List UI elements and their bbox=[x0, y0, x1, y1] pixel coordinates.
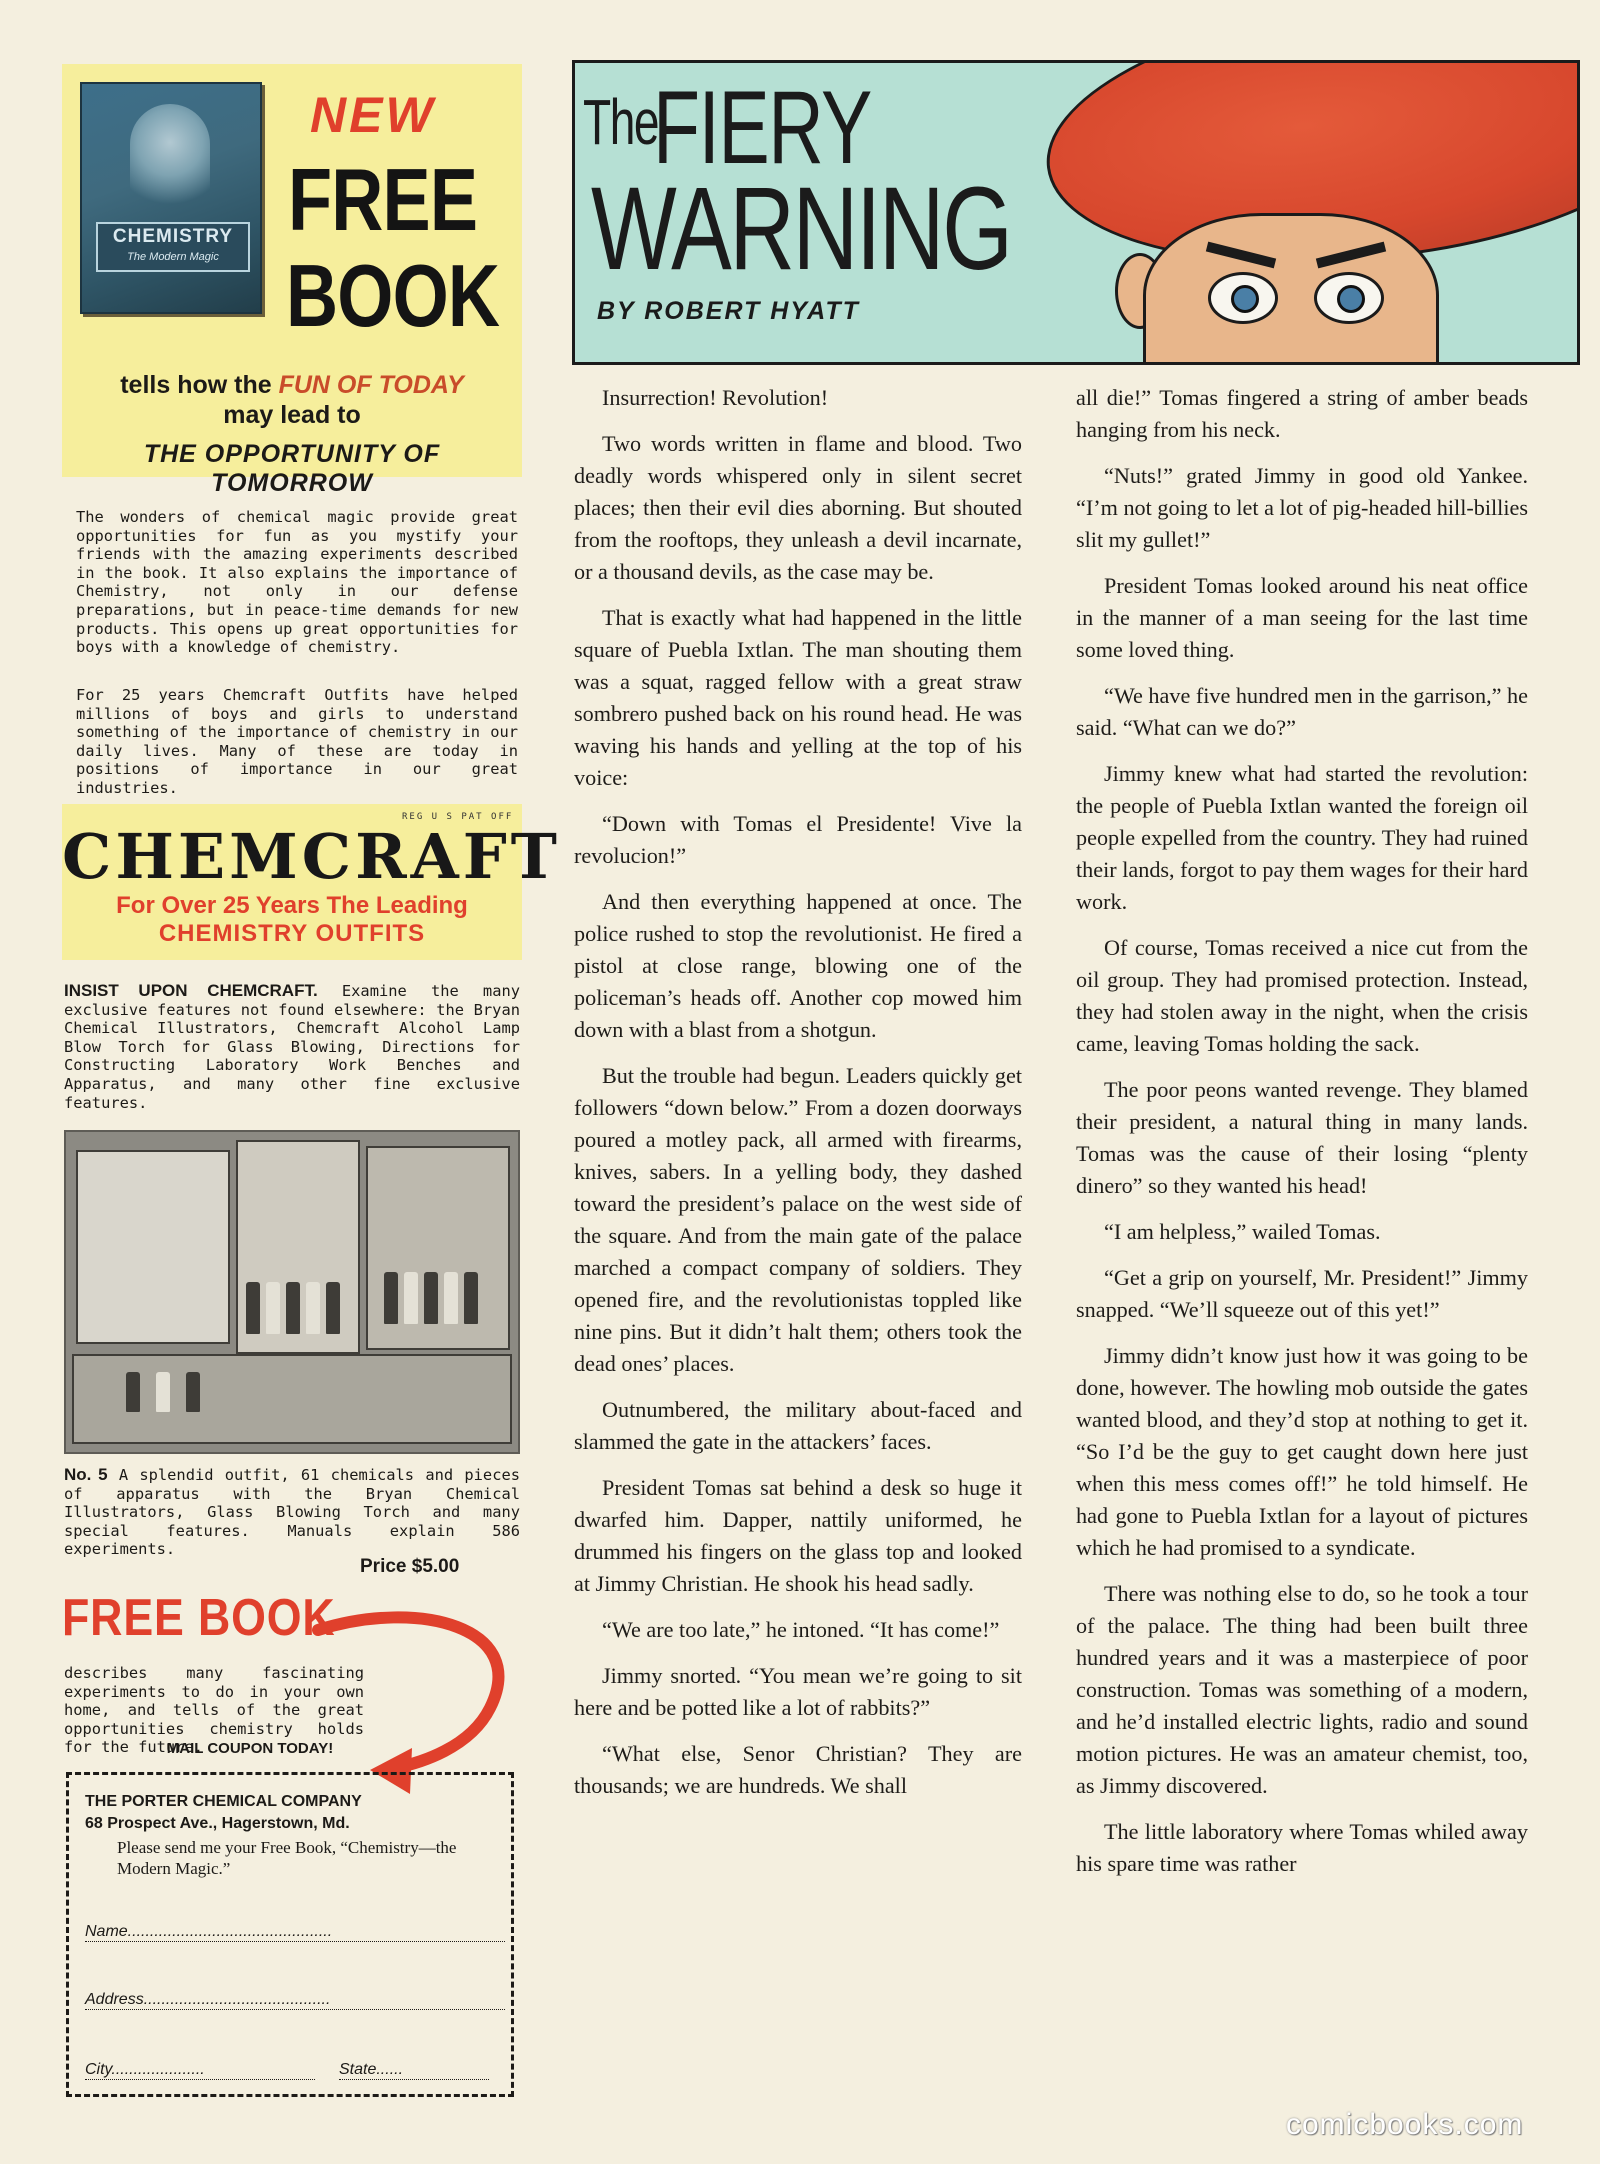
price-label: Price $5.00 bbox=[360, 1556, 460, 1577]
story-column-left bbox=[574, 382, 1022, 1816]
book-headline: BOOK bbox=[286, 246, 500, 345]
byline: BY ROBERT HYATT bbox=[597, 297, 860, 325]
coupon-state-field[interactable]: State...... bbox=[339, 2061, 489, 2080]
no5-lead: No. 5 bbox=[64, 1465, 108, 1484]
title-the: The bbox=[583, 86, 659, 158]
story-paragraph: The poor peons wanted revenge. They blamed their president, a natural thing in many lands. Tomas was the cause of their losing “plenty dinero” so they wanted his head! bbox=[1076, 1077, 1528, 1198]
coupon-company-address: 68 Prospect Ave., Hagerstown, Md. bbox=[85, 1815, 350, 1832]
coupon-company-block bbox=[85, 1791, 362, 1835]
registered-mark: REG U S PAT OFF bbox=[402, 812, 514, 822]
left-eye-icon bbox=[1208, 272, 1278, 324]
story-paragraph: “I am helpless,” wailed Tomas. bbox=[1104, 1219, 1381, 1244]
kit-bottle bbox=[464, 1272, 478, 1324]
fun-of-today: FUN OF TODAY bbox=[278, 371, 464, 399]
chemcraft-logo: CHEMCRAFT bbox=[62, 820, 561, 893]
story-paragraph: “Get a grip on yourself, Mr. President!” Jimmy snapped. “We’ll squeeze out of this yet!” bbox=[1076, 1265, 1528, 1322]
site-watermark: comicbooks.com bbox=[1286, 2108, 1524, 2141]
logo-subtitle-1: For Over 25 Years The Leading bbox=[116, 892, 468, 919]
book-cover-illustration bbox=[80, 82, 262, 314]
logo-subtitle-2: CHEMISTRY OUTFITS bbox=[158, 920, 426, 947]
story-title-panel bbox=[572, 60, 1580, 365]
no5-paragraph bbox=[64, 1466, 520, 1559]
title-warning: WARNING bbox=[591, 163, 1011, 295]
coupon-company: THE PORTER CHEMICAL COMPANY bbox=[85, 1793, 362, 1810]
kit-bottle bbox=[156, 1372, 170, 1412]
insist-lead: INSIST UPON CHEMCRAFT. bbox=[64, 981, 318, 1000]
kit-bottle bbox=[444, 1272, 458, 1324]
story-paragraph: Insurrection! Revolution! bbox=[602, 385, 829, 410]
story-paragraph: Two words written in flame and blood. Two deadly words whispered only in silent secret places; then their evil dies aborning. But shouted from the rooftops, they unleash a devil incarnate, or a thousand devils, as the case may be. bbox=[574, 431, 1022, 584]
chemcraft-ad-header bbox=[62, 64, 522, 497]
left-eyebrow bbox=[1206, 242, 1276, 269]
mail-coupon[interactable] bbox=[66, 1772, 514, 2097]
kit-bottle bbox=[306, 1282, 320, 1334]
story-paragraph: But the trouble had begun. Leaders quickly get followers “down below.” From a dozen doorways poured a motley pack, all armed with firearms, knives, sabers. In a yelling body, they dashed toward the president’s palace on the west side of the square. And from the main gate of the palace marched a compact company of soldiers. They opened fire, and the revolutionistas toppled like nine pins. But it didn’t halt them; others took the dead ones’ places. bbox=[574, 1063, 1022, 1376]
free-book-heading: FREE BOOK bbox=[62, 1589, 336, 1647]
story-paragraph: Of course, Tomas received a nice cut from the oil group. They had promised protection. Instead, they had stolen away in the night, when the crisis came, leaving Tomas holding the sack. bbox=[1076, 935, 1528, 1056]
story-paragraph: That is exactly what had happened in the little square of Puebla Ixtlan. The man shouting them was a squat, ragged fellow with a great straw sombrero pushed back on his round head. He was waving his hands and yelling at the top of his voice: bbox=[574, 605, 1022, 790]
coupon-city-field[interactable]: City..................... bbox=[85, 2061, 315, 2080]
story-paragraph: President Tomas sat behind a desk so huge it dwarfed him. Dapper, nattily uniformed, he drummed his fingers on the glass top and looked at Jimmy Christian. He shook his head sadly. bbox=[574, 1475, 1022, 1596]
kit-bottle bbox=[326, 1282, 340, 1334]
kit-bottle bbox=[266, 1282, 280, 1334]
kit-bottle bbox=[126, 1372, 140, 1412]
title-fiery: FIERY bbox=[653, 70, 871, 186]
story-paragraph: all die!” Tomas fingered a string of amber beads hanging from his neck. bbox=[1076, 385, 1528, 442]
chemcraft-logo-box bbox=[62, 804, 561, 960]
story-paragraph: “We have five hundred men in the garrison,” he said. “What can we do?” bbox=[1076, 683, 1528, 740]
tells-prefix: tells how the bbox=[120, 371, 279, 399]
coupon-name-field[interactable]: Name.............................................. bbox=[85, 1923, 505, 1942]
story-paragraph: President Tomas looked around his neat office in the manner of a man seeing for the last time some loved thing. bbox=[1076, 573, 1528, 662]
insist-paragraph bbox=[64, 982, 520, 1112]
story-paragraph: Jimmy snorted. “You mean we’re going to sit here and be potted like a lot of rabbits?” bbox=[574, 1663, 1022, 1720]
tells-how-text bbox=[62, 370, 522, 430]
describes-paragraph: describes many fascinating experiments to do in your own home, and tells of the great opportunities chemistry holds for the future. bbox=[64, 1664, 364, 1757]
character-face bbox=[1143, 213, 1439, 365]
no5-body: A splendid outfit, 61 chemicals and pieces of apparatus with the Bryan Chemical Illustrators, Glass Blowing Torch and many special features. Manuals explain 586 experiments. bbox=[64, 1466, 520, 1559]
story-paragraph: “We are too late,” he intoned. “It has come!” bbox=[602, 1617, 1000, 1642]
kit-bottle bbox=[186, 1372, 200, 1412]
story-paragraph: “Nuts!” grated Jimmy in good old Yankee. “I’m not going to let a lot of pig-headed hill-billies slit my gullet!” bbox=[1076, 463, 1528, 552]
kit-bottle bbox=[424, 1272, 438, 1324]
kit-bottle bbox=[384, 1272, 398, 1324]
story-paragraph: Jimmy knew what had started the revolution: the people of Puebla Ixtlan wanted the foreign oil people expelled from the country. They had ruined their lands, forgot to pay them wages for their hard work. bbox=[1076, 761, 1528, 914]
ad-paragraph-2: For 25 years Chemcraft Outfits have helped millions of boys and girls to understand something of the importance of chemistry in our daily lives. Many of these are today in positions of importance in our great industries. bbox=[76, 686, 518, 797]
kit-bottle bbox=[246, 1282, 260, 1334]
story-paragraph: Jimmy didn’t know just how it was going to be done, however. The howling mob outside the gates wanted blood, and they’d stop at nothing to get it. “So I’d be the guy to get caught down here just when this mess comes off!” he told himself. He had gone to Puebla Ixtlan for a layout of pictures which he had promised to a syndicate. bbox=[1076, 1343, 1528, 1560]
kit-lid-left bbox=[76, 1150, 230, 1344]
book-cover-title: CHEMISTRY bbox=[112, 226, 234, 247]
tells-line2: may lead to bbox=[223, 401, 361, 429]
book-cover-subtitle: The Modern Magic bbox=[127, 251, 219, 263]
coupon-address-field[interactable]: Address.......................................... bbox=[85, 1991, 505, 2010]
story-paragraph: “What else, Senor Christian? They are thousands; we are hundreds. We shall bbox=[574, 1741, 1022, 1798]
kit-bottle bbox=[404, 1272, 418, 1324]
story-column-right bbox=[1076, 382, 1528, 1894]
opportunity-tagline: THE OPPORTUNITY OF TOMORROW bbox=[143, 440, 441, 497]
right-eye-icon bbox=[1314, 272, 1384, 324]
story-paragraph: There was nothing else to do, so he took a tour of the palace. The thing had been built three hundred years and it was a masterpiece of poor construction. Tomas was something of a modern, and he’d installed electric lights, radio and sound motion pictures. He was an amateur chemist, too, as Jimmy discovered. bbox=[1076, 1581, 1528, 1798]
insist-body: Examine the many exclusive features not found elsewhere: the Bryan Chemical Illustrators, Chemcraft Alcohol Lamp Blow Torch for Glass Blowing, Directions for Constructing Laboratory Work Benches and Apparatus, and many other fine exclusive features. bbox=[64, 982, 520, 1112]
mail-coupon-label: MAIL COUPON TODAY! bbox=[166, 1740, 334, 1757]
story-paragraph: Outnumbered, the military about-faced and slammed the gate in the attackers’ faces. bbox=[574, 1397, 1022, 1454]
ad-paragraph-1: The wonders of chemical magic provide great opportunities for fun as you mystify your friends with the amazing experiments described in the book. It also explains the importance of Chemistry, not only in our defense preparations, but in peace-time demands for new products. This opens up great opportunities for boys with a knowledge of chemistry. bbox=[76, 508, 518, 657]
book-cover-figure bbox=[130, 104, 210, 214]
story-paragraph: “Down with Tomas el Presidente! Vive la revolucion!” bbox=[574, 811, 1022, 868]
free-headline: FREE bbox=[288, 150, 478, 249]
book-cover-plaque bbox=[96, 222, 250, 272]
story-paragraph: And then everything happened at once. The police rushed to stop the revolutionist. He fired a pistol at close range, blowing one of the policeman’s heads off. Another cop mowed him down with a blast from a shotgun. bbox=[574, 889, 1022, 1042]
story-paragraph: The little laboratory where Tomas whiled away his spare time was rather bbox=[1076, 1819, 1528, 1876]
kit-bottle bbox=[286, 1282, 300, 1334]
new-headline: NEW bbox=[310, 87, 436, 143]
chemistry-kit-photo bbox=[64, 1130, 520, 1454]
coupon-request: Please send me your Free Book, “Chemistry—the Modern Magic.” bbox=[117, 1838, 457, 1878]
right-eyebrow bbox=[1316, 242, 1386, 269]
